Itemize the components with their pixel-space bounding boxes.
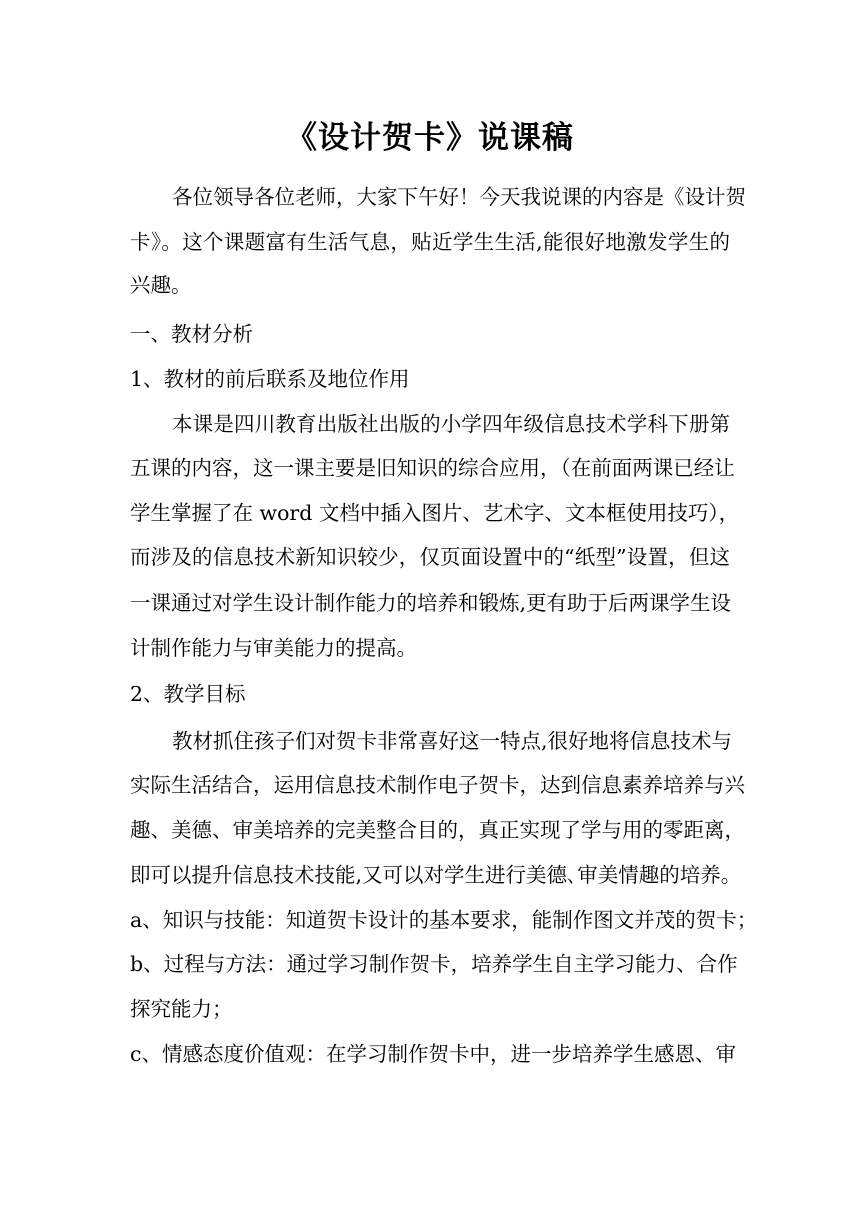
para1-line-1: 本课是四川教育出版社出版的小学四年级信息技术学科下册第 xyxy=(172,412,730,436)
section-heading-materials: 一、教材分析 xyxy=(130,322,253,346)
para2-line-2: 实际生活结合，运用信息技术制作电子贺卡，达到信息素养培养与兴 xyxy=(130,773,745,797)
para1-line-4: 而涉及的信息技术新知识较少，仅页面设置中的“纸型”设置，但这 xyxy=(130,545,730,569)
intro-line-2: 卡》。这个课题富有生活气息，贴近学生生活,能很好地激发学生的 xyxy=(130,230,730,254)
para1-line-3: 学生掌握了在 word 文档中插入图片、艺术字、文本框使用技巧）， xyxy=(130,501,740,525)
subsection-heading-context: 1、教材的前后联系及地位作用 xyxy=(130,367,410,391)
goal-c-line-1: c、情感态度价值观：在学习制作贺卡中，进一步培养学生感恩、审 xyxy=(130,1042,736,1066)
intro-line-3: 兴趣。 xyxy=(130,273,192,297)
para2-line-3: 趣、美德、审美培养的完美整合目的，真正实现了学与用的零距离， xyxy=(130,818,745,842)
para1-line-5: 一课通过对学生设计制作能力的培养和锻炼,更有助于后两课学生设 xyxy=(130,591,732,615)
para1-line-6: 计制作能力与审美能力的提高。 xyxy=(130,636,417,660)
subsection-heading-goals: 2、教学目标 xyxy=(130,682,246,706)
intro-line-1: 各位领导各位老师，大家下午好！今天我说课的内容是《设计贺 xyxy=(172,185,746,209)
para2-line-1: 教材抓住孩子们对贺卡非常喜好这一特点,很好地将信息技术与 xyxy=(172,729,733,753)
goal-b-line-1: b、过程与方法：通过学习制作贺卡，培养学生自主学习能力、合作 xyxy=(130,952,738,976)
para2-line-4: 即可以提升信息技术技能,又可以对学生进行美德､审美情趣的培养。 xyxy=(130,863,742,887)
para1-line-2: 五课的内容，这一课主要是旧知识的综合应用，（在前面两课已经让 xyxy=(130,456,735,480)
goal-a-line: a、知识与技能：知道贺卡设计的基本要求，能制作图文并茂的贺卡； xyxy=(130,908,758,932)
goal-b-line-2: 探究能力； xyxy=(130,997,233,1021)
document-title: 《设计贺卡》说课稿 xyxy=(286,120,574,156)
